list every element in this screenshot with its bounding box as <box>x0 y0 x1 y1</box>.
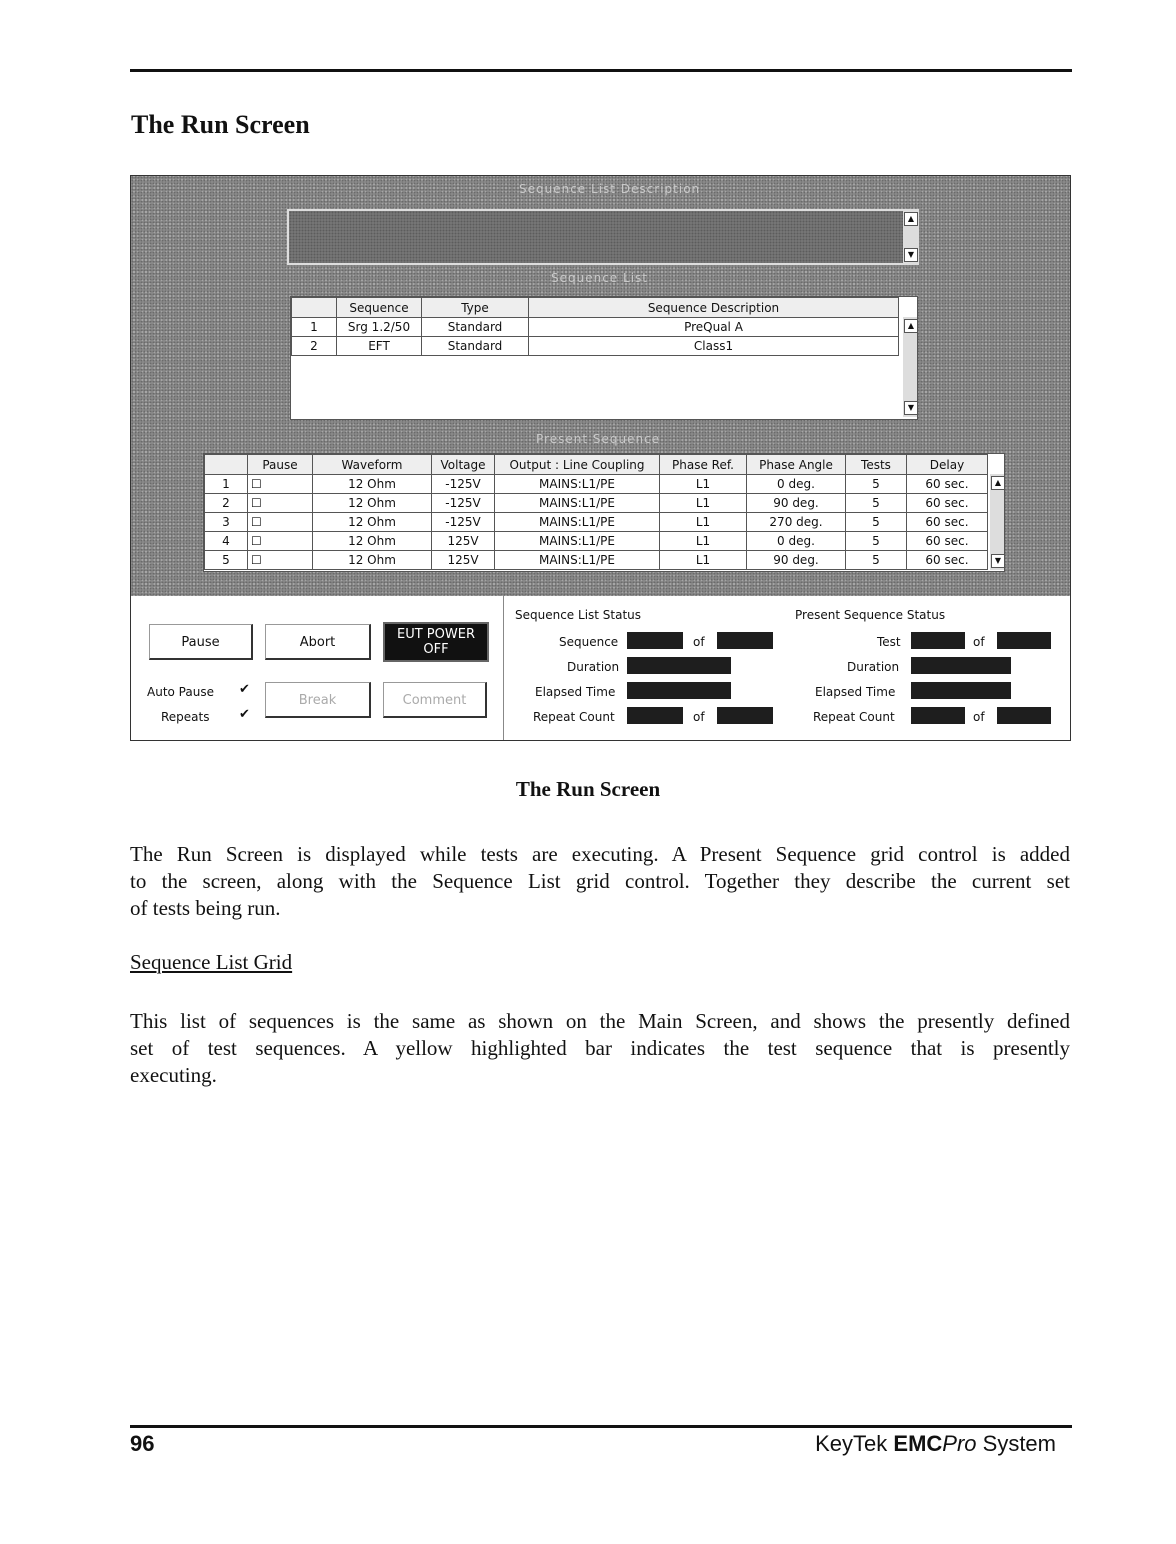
table-cell: 60 sec. <box>907 551 988 570</box>
row-number: 2 <box>205 494 248 513</box>
table-cell: MAINS:L1/PE <box>495 513 660 532</box>
header-cell: Voltage <box>432 455 495 475</box>
repeat-count-label: Repeat Count <box>813 710 895 724</box>
present-sequence-grid[interactable] <box>203 453 1005 572</box>
auto-pause-checkbox[interactable]: ✔ <box>239 682 250 697</box>
scroll-up-icon[interactable]: ▲ <box>904 319 918 333</box>
row-number: 1 <box>292 318 337 337</box>
table-cell: 90 deg. <box>747 551 846 570</box>
scroll-up-icon[interactable]: ▲ <box>991 476 1005 490</box>
comment-button[interactable]: Comment <box>383 682 487 718</box>
row-number: 5 <box>205 551 248 570</box>
table-cell: EFT <box>337 337 422 356</box>
table-cell: MAINS:L1/PE <box>495 532 660 551</box>
table-cell: -125V <box>432 475 495 494</box>
table-cell: 90 deg. <box>747 494 846 513</box>
header-cell: Phase Ref. <box>660 455 747 475</box>
section-title: The Run Screen <box>131 110 310 139</box>
repeat-count-value <box>627 707 683 724</box>
repeat-count-total <box>717 707 773 724</box>
repeat-count-total <box>997 707 1051 724</box>
header-cell: Phase Angle <box>747 455 846 475</box>
table-cell: 5 <box>846 532 907 551</box>
paragraph-intro <box>130 841 1070 922</box>
table-cell: Class1 <box>529 337 899 356</box>
brand-prefix: KeyTek <box>815 1431 894 1456</box>
table-row[interactable] <box>205 494 988 513</box>
header-cell <box>292 298 337 318</box>
table-cell: 5 <box>846 551 907 570</box>
figure-caption: The Run Screen <box>515 777 661 801</box>
pause-checkbox[interactable]: ☐ <box>248 551 313 570</box>
row-number: 3 <box>205 513 248 532</box>
table-row[interactable] <box>205 551 988 570</box>
table-cell: MAINS:L1/PE <box>495 494 660 513</box>
scroll-down-icon[interactable]: ▼ <box>904 248 918 262</box>
sequence-list-description-box[interactable] <box>287 209 919 265</box>
sequence-list-status-title: Sequence List Status <box>515 608 642 622</box>
page-number: 96 <box>130 1431 155 1456</box>
pause-checkbox[interactable]: ☐ <box>248 494 313 513</box>
table-row[interactable] <box>205 513 988 532</box>
bottom-rule <box>130 1425 1072 1428</box>
paragraph-line: The Run Screen is displayed while tests are executing. A Present Sequence grid control is added <box>130 842 1070 866</box>
sequence-total <box>717 632 773 649</box>
eut-power-state: OFF <box>423 642 449 657</box>
row-number: 1 <box>205 475 248 494</box>
present-sequence-title: Present Sequence <box>536 432 661 446</box>
paragraph-line: This list of sequences is the same as shown on the Main Screen, and shows the presently defined <box>130 1009 1070 1033</box>
pause-checkbox[interactable]: ☐ <box>248 475 313 494</box>
table-cell: 0 deg. <box>747 475 846 494</box>
header-cell: Tests <box>846 455 907 475</box>
of-label: of <box>693 635 705 649</box>
table-row[interactable] <box>205 475 988 494</box>
header-cell: Output : Line Coupling <box>495 455 660 475</box>
subheading-sequence-list-grid: Sequence List Grid <box>130 950 293 974</box>
brand-bold: EMC <box>893 1431 943 1456</box>
pause-checkbox[interactable]: ☐ <box>248 532 313 551</box>
scroll-down-icon[interactable]: ▼ <box>991 554 1005 568</box>
sequence-list-grid[interactable] <box>290 296 918 420</box>
table-cell: L1 <box>660 551 747 570</box>
table-cell: -125V <box>432 513 495 532</box>
table-cell: 60 sec. <box>907 513 988 532</box>
header-cell: Sequence Description <box>529 298 899 318</box>
table-cell: 60 sec. <box>907 475 988 494</box>
duration-value <box>911 657 1011 674</box>
header-cell <box>205 455 248 475</box>
table-cell: MAINS:L1/PE <box>495 475 660 494</box>
table-row[interactable] <box>205 532 988 551</box>
header-cell: Sequence <box>337 298 422 318</box>
of-label: of <box>693 710 705 724</box>
eut-power-button[interactable] <box>383 622 489 662</box>
present-sequence-header <box>205 455 988 475</box>
test-total <box>997 632 1051 649</box>
elapsed-time-label: Elapsed Time <box>535 685 616 699</box>
table-cell: L1 <box>660 532 747 551</box>
test-label: Test <box>877 635 901 649</box>
table-row[interactable] <box>292 318 899 337</box>
duration-label: Duration <box>847 660 900 674</box>
table-cell: 5 <box>846 494 907 513</box>
repeats-checkbox[interactable]: ✔ <box>239 707 250 722</box>
table-cell: 60 sec. <box>907 532 988 551</box>
sequence-value <box>627 632 683 649</box>
table-cell: L1 <box>660 513 747 532</box>
of-label: of <box>973 710 985 724</box>
present-sequence-status-title: Present Sequence Status <box>795 608 946 622</box>
test-value <box>911 632 965 649</box>
header-cell: Delay <box>907 455 988 475</box>
table-cell: 270 deg. <box>747 513 846 532</box>
elapsed-time-label: Elapsed Time <box>815 685 896 699</box>
pause-checkbox[interactable]: ☐ <box>248 513 313 532</box>
scroll-up-icon[interactable]: ▲ <box>904 212 918 226</box>
row-number: 2 <box>292 337 337 356</box>
present-sequence-scrollbar[interactable] <box>990 474 1004 570</box>
top-rule <box>130 69 1072 72</box>
duration-label: Duration <box>567 660 620 674</box>
brand-suffix: System <box>976 1431 1056 1456</box>
repeat-count-label: Repeat Count <box>533 710 615 724</box>
table-cell: L1 <box>660 494 747 513</box>
table-cell: 12 Ohm <box>313 513 432 532</box>
upper-panel <box>131 176 1070 596</box>
auto-pause-label: Auto Pause <box>147 685 214 699</box>
table-cell: MAINS:L1/PE <box>495 551 660 570</box>
sequence-list-scrollbar[interactable] <box>903 317 917 417</box>
table-cell: 12 Ohm <box>313 494 432 513</box>
table-cell: L1 <box>660 475 747 494</box>
table-cell: 5 <box>846 475 907 494</box>
paragraph-sequence-list <box>130 1008 1070 1089</box>
header-cell: Pause <box>248 455 313 475</box>
control-panel <box>131 596 1070 740</box>
paragraph-line: executing. <box>130 1063 217 1087</box>
eut-power-label: EUT POWER <box>397 627 475 642</box>
run-screen-screenshot <box>130 175 1071 741</box>
sequence-list-description-title: Sequence List Description <box>519 182 701 196</box>
table-cell: 5 <box>846 513 907 532</box>
table-cell: -125V <box>432 494 495 513</box>
break-button[interactable]: Break <box>265 682 371 718</box>
elapsed-time-value <box>911 682 1011 699</box>
table-row[interactable] <box>292 337 899 356</box>
table-cell: 0 deg. <box>747 532 846 551</box>
row-number: 4 <box>205 532 248 551</box>
table-cell: 12 Ohm <box>313 475 432 494</box>
table-cell: 125V <box>432 532 495 551</box>
table-cell: Standard <box>422 318 529 337</box>
table-cell: PreQual A <box>529 318 899 337</box>
table-cell: Standard <box>422 337 529 356</box>
table-cell: 60 sec. <box>907 494 988 513</box>
paragraph-line: to the screen, along with the Sequence List grid control. Together they describe the current set <box>130 869 1070 893</box>
header-cell: Waveform <box>313 455 432 475</box>
sequence-list-title: Sequence List <box>551 271 648 285</box>
sequence-label: Sequence <box>559 635 619 649</box>
abort-button[interactable]: Abort <box>265 624 371 660</box>
of-label: of <box>973 635 985 649</box>
paragraph-line: set of test sequences. A yellow highlighted bar indicates the test sequence that is presently <box>130 1036 1070 1060</box>
header-cell: Type <box>422 298 529 318</box>
scroll-down-icon[interactable]: ▼ <box>904 401 918 415</box>
elapsed-time-value <box>627 682 731 699</box>
table-cell: 12 Ohm <box>313 551 432 570</box>
pause-button[interactable]: Pause <box>149 624 253 660</box>
brand-italic: Pro <box>942 1431 977 1456</box>
table-cell: 125V <box>432 551 495 570</box>
paragraph-line: of tests being run. <box>130 896 281 920</box>
vertical-divider <box>503 596 504 740</box>
repeat-count-value <box>911 707 965 724</box>
table-cell: Srg 1.2/50 <box>337 318 422 337</box>
duration-value <box>627 657 731 674</box>
footer-brand <box>815 1431 1056 1457</box>
repeats-label: Repeats <box>161 710 210 724</box>
table-cell: 12 Ohm <box>313 532 432 551</box>
sequence-list-header <box>292 298 899 318</box>
description-scrollbar[interactable] <box>903 211 917 263</box>
